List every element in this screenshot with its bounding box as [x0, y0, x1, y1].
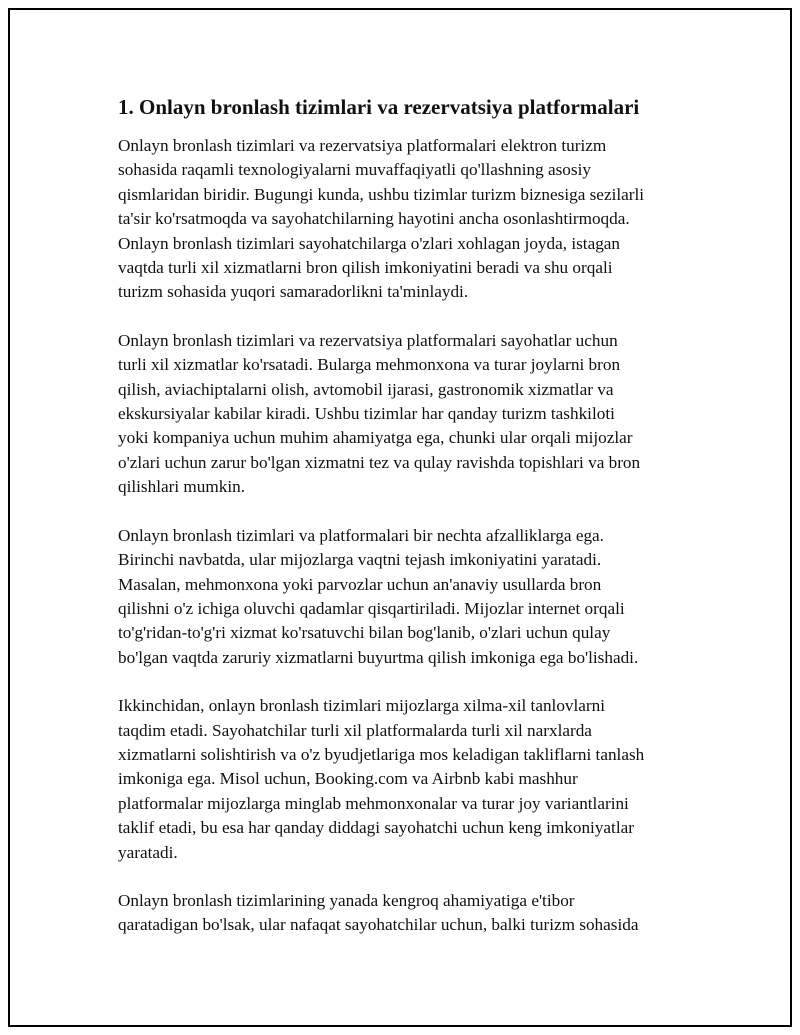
section-heading: 1. Onlayn bronlash tizimlari va rezervatsiya platformalari	[118, 95, 640, 119]
text-line: turizm sohasida yuqori samaradorlikni ta'minlaydi.	[118, 282, 469, 302]
paragraph-5	[118, 889, 698, 938]
paragraph-2	[118, 329, 698, 500]
text-line: sohasida raqamli texnologiyalarni muvaffaqiyatli qo'llashning asosiy	[118, 160, 591, 180]
text-line: qilish, aviachiptalarni olish, avtomobil ijarasi, gastronomik xizmatlar va	[118, 379, 614, 399]
text-line: platformalar mijozlarga minglab mehmonxonalar va turar joy variantlarini	[118, 793, 629, 813]
text-line: yaratadi.	[118, 842, 178, 862]
text-line: taqdim etadi. Sayohatchilar turli xil platformalarda turli xil narxlarda	[118, 720, 592, 740]
text-line: bo'lgan vaqtda zaruriy xizmatlarni buyurtma qilish imkoniga ega bo'lishadi.	[118, 647, 639, 667]
text-line: Masalan, mehmonxona yoki parvozlar uchun an'anaviy usullarda bron	[118, 574, 602, 594]
paragraph-1	[118, 134, 698, 305]
text-line: taklif etadi, bu esa har qanday diddagi sayohatchi uchun keng imkoniyatlar	[118, 818, 634, 838]
text-line: yoki kompaniya uchun muhim ahamiyatga ega, chunki ular orqali mijozlar	[118, 428, 633, 448]
text-line: vaqtda turli xil xizmatlarni bron qilish imkoniyatini beradi va shu orqali	[118, 258, 613, 278]
text-line: xizmatlarni solishtirish va o'z byudjetlariga mos keladigan takliflarni tanlash	[118, 744, 645, 764]
text-line: Birinchi navbatda, ular mijozlarga vaqtni tejash imkoniyatini yaratadi.	[118, 550, 602, 570]
text-line: Ikkinchidan, onlayn bronlash tizimlari mijozlarga xilma-xil tanlovlarni	[118, 696, 606, 716]
text-line: qaratadigan bo'lsak, ular nafaqat sayohatchilar uchun, balki turizm sohasida	[118, 915, 639, 935]
text-line: qismlaridan biridir. Bugungi kunda, ushbu tizimlar turizm biznesiga sezilarli	[118, 184, 645, 204]
text-line: Onlayn bronlash tizimlarining yanada kengroq ahamiyatiga e'tibor	[118, 890, 575, 910]
text-line: qilishlari mumkin.	[118, 477, 245, 497]
text-line: Onlayn bronlash tizimlari va rezervatsiya platformalari sayohatlar uchun	[118, 330, 618, 350]
text-line: Onlayn bronlash tizimlari va platformalari bir nechta afzalliklarga ega.	[118, 525, 604, 545]
text-line: Onlayn bronlash tizimlari va rezervatsiya platformalari elektron turizm	[118, 136, 607, 155]
document-body	[118, 95, 698, 962]
text-line: imkoniga ega. Misol uchun, Booking.com va Airbnb kabi mashhur	[118, 769, 578, 789]
text-line: turli xil xizmatlar ko'rsatadi. Bularga mehmonxona va turar joylarni bron	[118, 355, 621, 375]
text-line: ta'sir ko'rsatmoqda va sayohatchilarning hayotini ancha osonlashtirmoqda.	[118, 209, 630, 229]
text-line: o'zlari uchun zarur bo'lgan xizmatni tez va qulay ravishda topishlari va bron	[118, 452, 641, 472]
paragraph-4	[118, 694, 698, 865]
text-line: ekskursiyalar kabilar kiradi. Ushbu tizimlar har qanday turizm tashkiloti	[118, 404, 615, 424]
paragraph-3	[118, 524, 698, 670]
text-line: qilishni o'z ichiga oluvchi qadamlar qisqartiriladi. Mijozlar internet orqali	[118, 598, 625, 618]
text-line: to'g'ridan-to'g'ri xizmat ko'rsatuvchi bilan bog'lanib, o'zlari uchun qulay	[118, 623, 611, 643]
text-line: Onlayn bronlash tizimlari sayohatchilarga o'zlari xohlagan joyda, istagan	[118, 233, 621, 253]
